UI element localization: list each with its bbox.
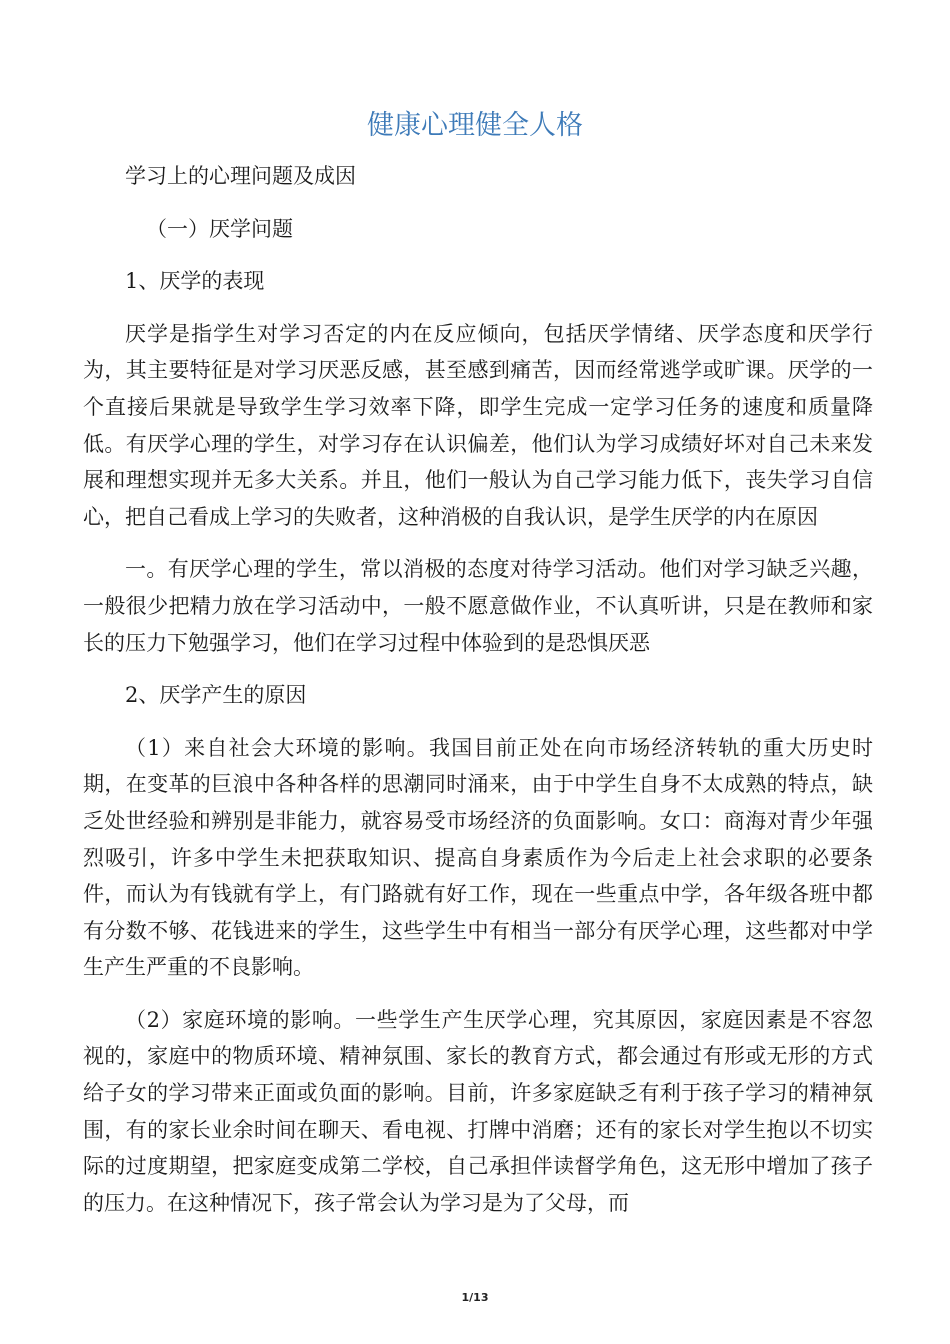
document-title: 健康心理健全人格	[367, 110, 583, 141]
paragraph-family-environment: （2）家庭环境的影响。一些学生产生厌学心理，究其原因，家庭因素是不容忽视的，家庭中的物质环境、精神氛围、家长的教育方式，都会通过有形或无形的方式给子女的学习带来正面或负面的影响。目前，许多家庭缺乏有利于孩子学习的精神氛围，有的家长业余时间在聊天、看电视、打牌中消磨；还有的家长对学生抱以不切实际的过度期望，把家庭变成第二学校，自己承担伴读督学角色，这无形中增加了孩子的压力。在这种情况下，孩子常会认为学习是为了父母，而	[83, 1007, 873, 1215]
section-heading-learning-problems: 学习上的心理问题及成因	[125, 164, 356, 188]
subsection-heading-study-aversion: （一）厌学问题	[146, 216, 293, 241]
paragraph-definition: 厌学是指学生对学习否定的内在反应倾向，包括厌学情绪、厌学态度和厌学行为，其主要特征是对学习厌恶反感，甚至感到痛苦，因而经常逃学或旷课。厌学的一个直接后果就是导致学生学习效率下降，即学生完成一定学习任务的速度和质量降低。有厌学心理的学生，对学习存在认识偏差，他们认为学习成绩好坏对自己未来发展和理想实现并无多大关系。并且，他们一般认为自己学习能力低下，丧失学习自信心，把自己看成上学习的失败者，这种消极的自我认识，是学生厌学的内在原因	[83, 321, 873, 529]
paragraph-social-environment: （1）来自社会大环境的影响。我国目前正处在向市场经济转轨的重大历史时期，在变革的巨浪中各种各样的思潮同时涌来，由于中学生自身不太成熟的特点，缺乏处世经验和辨别是非能力，就容易受市场经济的负面影响。女口：商海对青少年强烈吸引，许多中学生未把获取知识、提高自身素质作为今后走上社会求职的必要条件，而认为有钱就有学上，有门路就有好工作，现在一些重点中学，各年级各班中都有分数不够、花钱进来的学生，这些学生中有相当一部分有厌学心理，这些都对中学生产生严重的不良影响。	[83, 735, 873, 980]
page-number: 1/13	[461, 1291, 489, 1304]
document-body	[83, 158, 873, 1237]
item-heading-manifestation: 1、厌学的表现	[125, 269, 265, 294]
item-heading-causes: 2、厌学产生的原因	[125, 683, 307, 708]
paragraph-attitude: 一。有厌学心理的学生，常以消极的态度对待学习活动。他们对学习缺乏兴趣，一般很少把精力放在学习活动中，一般不愿意做作业，不认真听讲，只是在教师和家长的压力下勉强学习，他们在学习过程中体验到的是恐惧厌恶	[83, 557, 873, 655]
